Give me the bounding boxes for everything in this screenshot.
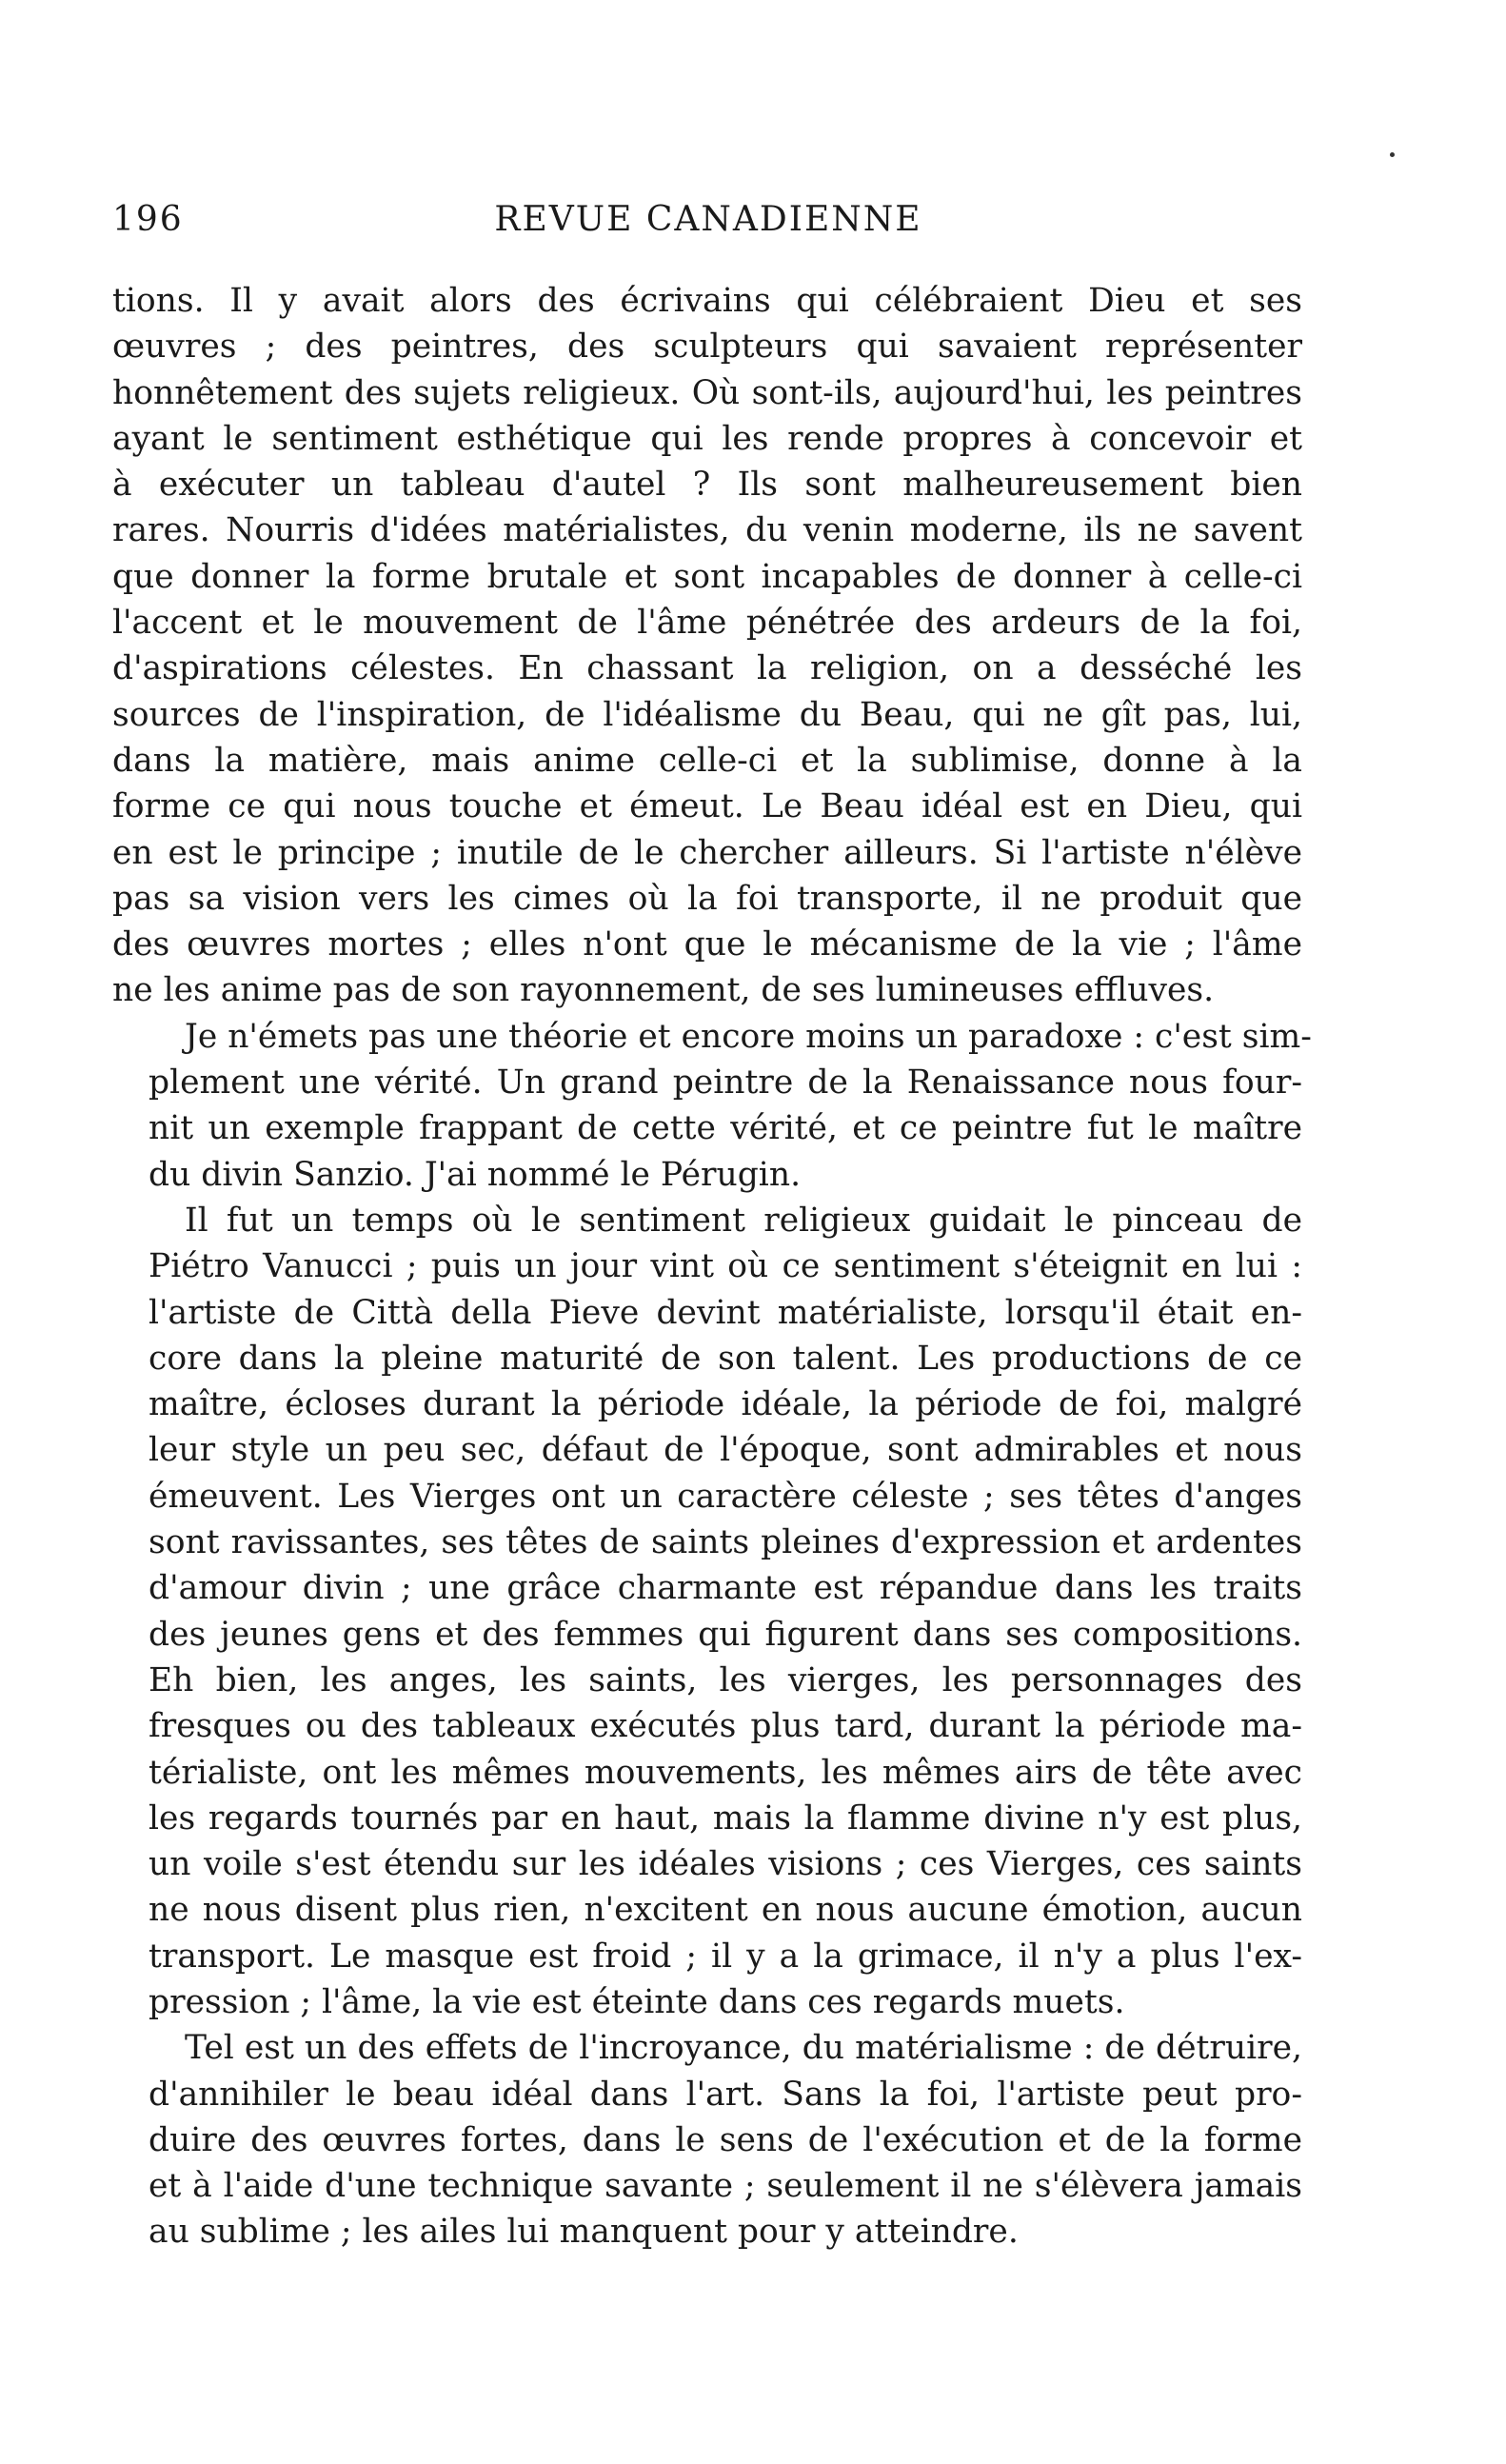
paragraph	[112, 1198, 1302, 2025]
speck-mark	[1390, 152, 1395, 157]
page-number: 196	[112, 200, 184, 239]
text-line: transport. Le masque est froid ; il y a la grimace, il n'y a plus l'ex-	[149, 1937, 1302, 1976]
text-line: Eh bien, les anges, les saints, les vierges, les personnages des	[149, 1660, 1302, 1699]
text-line: d'aspirations célestes. En chassant la religion, on a desséché les	[112, 649, 1302, 688]
text-line: Piétro Vanucci ; puis un jour vint où ce sentiment s'éteignit en lui :	[149, 1247, 1302, 1286]
text-line: Tel est un des effets de l'incroyance, du matérialisme : de détruire,	[185, 2029, 1302, 2068]
text-line: duire des œuvres fortes, dans le sens de l'exécution et de la forme	[149, 2120, 1302, 2159]
text-line: Il fut un temps où le sentiment religieux guidait le pinceau de	[185, 1201, 1302, 1240]
text-line: et à l'aide d'une technique savante ; seulement il ne s'élèvera jamais	[149, 2167, 1302, 2206]
text-line: les regards tournés par en haut, mais la flamme divine n'y est plus,	[149, 1798, 1302, 1838]
paragraph	[112, 278, 1302, 1014]
body-text	[112, 278, 1312, 2255]
text-line: ayant le sentiment esthétique qui les rende propres à concevoir et	[112, 419, 1302, 458]
paragraph	[112, 2025, 1302, 2255]
text-line: que donner la forme brutale et sont incapables de donner à celle-ci	[112, 557, 1302, 596]
text-line: forme ce qui nous touche et émeut. Le Beau idéal est en Dieu, qui	[112, 787, 1302, 826]
text-line: du divin Sanzio. J'ai nommé le Pérugin.	[149, 1155, 802, 1194]
text-line: d'amour divin ; une grâce charmante est répandue dans les traits	[149, 1569, 1302, 1608]
text-line: œuvres ; des peintres, des sculpteurs qui savaient représenter	[112, 328, 1302, 367]
page-header	[112, 200, 1304, 246]
text-line: ne les anime pas de son rayonnement, de ses lumineuses effluves.	[112, 971, 1215, 1010]
text-line: plement une vérité. Un grand peintre de la Renaissance nous four-	[149, 1063, 1302, 1103]
text-line: des œuvres mortes ; elles n'ont que le mécanisme de la vie ; l'âme	[112, 925, 1302, 964]
text-line: tions. Il y avait alors des écrivains qui célébraient Dieu et ses	[112, 282, 1302, 320]
text-line: l'accent et le mouvement de l'âme pénétrée des ardeurs de la foi,	[112, 604, 1302, 643]
running-title: REVUE CANADIENNE	[494, 200, 922, 239]
text-line: rares. Nourris d'idées matérialistes, du venin moderne, ils ne savent	[112, 511, 1302, 550]
paragraph	[112, 1014, 1312, 1198]
text-line: sont ravissantes, ses têtes de saints pleines d'expression et ardentes	[149, 1523, 1302, 1562]
text-line: en est le principe ; inutile de le chercher ailleurs. Si l'artiste n'élève	[112, 833, 1302, 872]
text-line: pression ; l'âme, la vie est éteinte dans ces regards muets.	[149, 1982, 1125, 2021]
text-line: l'artiste de Città della Pieve devint matérialiste, lorsqu'il était en-	[149, 1293, 1302, 1332]
text-line: nit un exemple frappant de cette vérité, et ce peintre fut le maître	[149, 1109, 1302, 1148]
text-line: fresques ou des tableaux exécutés plus tard, durant la période ma-	[149, 1707, 1302, 1746]
text-line: térialiste, ont les mêmes mouvements, les mêmes airs de tête avec	[149, 1753, 1302, 1792]
text-line: au sublime ; les ailes lui manquent pour y atteindre.	[149, 2213, 1019, 2252]
text-line: d'annihiler le beau idéal dans l'art. Sans la foi, l'artiste peut pro-	[149, 2075, 1302, 2114]
text-line: émeuvent. Les Vierges ont un caractère céleste ; ses têtes d'anges	[149, 1477, 1302, 1516]
text-line: pas sa vision vers les cimes où la foi transporte, il ne produit que	[112, 879, 1302, 918]
text-line: à exécuter un tableau d'autel ? Ils sont malheureusement bien	[112, 466, 1302, 505]
text-line: Je n'émets pas une théorie et encore moins un paradoxe : c'est sim-	[185, 1017, 1312, 1056]
text-line: honnêtement des sujets religieux. Où sont-ils, aujourd'hui, les peintres	[112, 373, 1302, 412]
text-line: leur style un peu sec, défaut de l'époque, sont admirables et nous	[149, 1431, 1302, 1470]
text-line: maître, écloses durant la période idéale, la période de foi, malgré	[149, 1385, 1302, 1424]
text-line: des jeunes gens et des femmes qui figurent dans ses compositions.	[149, 1615, 1302, 1654]
text-line: ne nous disent plus rien, n'excitent en nous aucune émotion, aucun	[149, 1891, 1302, 1930]
text-line: dans la matière, mais anime celle-ci et la sublimise, donne à la	[112, 741, 1302, 780]
text-line: un voile s'est étendu sur les idéales visions ; ces Vierges, ces saints	[149, 1845, 1302, 1884]
text-line: sources de l'inspiration, de l'idéalisme du Beau, qui ne gît pas, lui,	[112, 695, 1302, 734]
text-line: core dans la pleine maturité de son talent. Les productions de ce	[149, 1339, 1302, 1378]
